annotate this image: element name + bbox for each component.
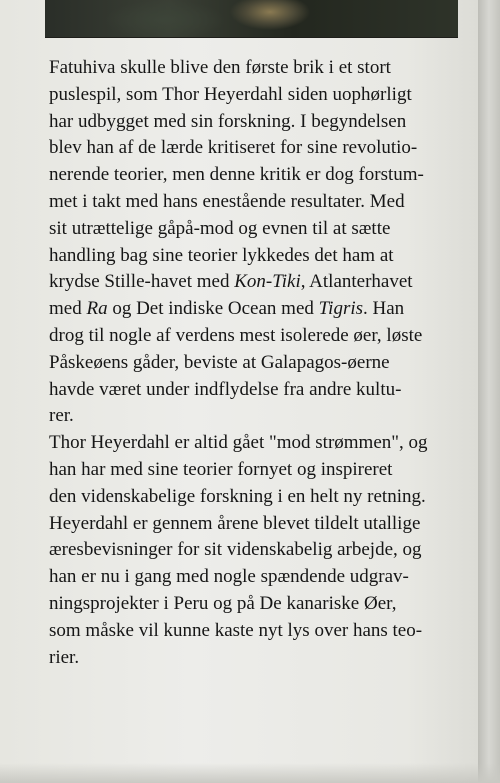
book-spine-edge: [478, 0, 500, 783]
cover-photo: [45, 0, 458, 38]
text-line: [49, 162, 469, 189]
text-line: [49, 216, 469, 243]
text-line: [49, 591, 469, 618]
text-line: [49, 189, 469, 216]
ship-name: Tigris: [318, 298, 364, 320]
text-segment: Fatuhiva skulle blive den første brik i et stort: [49, 57, 391, 78]
text-line: [49, 511, 469, 538]
text-line: [49, 537, 469, 564]
paragraph-1: [49, 55, 469, 430]
text-segment: . Han: [363, 298, 405, 320]
text-segment: krydse Stille-havet med: [49, 271, 235, 293]
text-line: [49, 109, 469, 136]
text-line: [49, 564, 469, 591]
text-segment: , Atlanterhavet: [300, 271, 413, 293]
text-segment: med: [49, 298, 87, 320]
text-segment: havde været under indflydelse fra andre kultu-: [49, 378, 402, 400]
body-text: [49, 55, 469, 671]
text-segment: blev han af de lærde kritiseret for sine revolutio-: [49, 137, 418, 159]
ship-name: Ra: [86, 298, 108, 320]
text-line: [49, 135, 469, 162]
text-segment: puslespil, som Thor Heyerdahl siden uophørligt: [49, 83, 412, 105]
text-line: [49, 457, 469, 484]
text-line: [49, 323, 469, 350]
text-line: [49, 618, 469, 645]
text-segment: Thor Heyerdahl er altid gået "mod strømmen", og: [49, 432, 428, 454]
paragraph-2: [49, 430, 469, 671]
text-line: [49, 350, 469, 377]
text-line: [49, 243, 469, 270]
text-segment: drog til nogle af verdens mest isolerede øer, løste: [49, 324, 423, 346]
text-segment: Heyerdahl er gennem årene blevet tildelt utallige: [49, 512, 421, 534]
text-segment: Påskeøens gåder, beviste at Galapagos-øerne: [49, 351, 390, 373]
text-line: [49, 296, 469, 323]
text-segment: rier.: [49, 646, 80, 668]
text-line: [49, 377, 469, 404]
text-segment: har udbygget med sin forskning. I begyndelsen: [49, 110, 407, 132]
text-segment: nerende teorier, men denne kritik er dog forstum-: [49, 164, 424, 186]
text-line: [49, 269, 469, 296]
text-segment: æresbevisninger for sit videnskabelig arbejde, og: [49, 539, 422, 561]
text-line: [49, 484, 469, 511]
text-line: [49, 430, 469, 457]
text-segment: den videnskabelige forskning i en helt ny retning.: [49, 485, 426, 507]
text-line: [49, 55, 469, 82]
text-segment: han er nu i gang med nogle spændende udgrav-: [49, 566, 409, 588]
text-segment: han har med sine teorier fornyet og inspireret: [49, 458, 393, 480]
text-segment: handling bag sine teorier lykkedes det ham at: [49, 244, 394, 266]
ship-name: Kon-Tiki: [234, 271, 301, 293]
text-segment: ningsprojekter i Peru og på De kanariske Øer,: [49, 592, 397, 614]
text-segment: rer.: [49, 405, 74, 427]
text-line: [49, 645, 469, 672]
text-segment: met i takt med hans enestående resultater. Med: [49, 190, 405, 212]
text-line: [49, 82, 469, 109]
text-segment: og Det indiske Ocean med: [107, 298, 319, 320]
bottom-shadow: [0, 763, 500, 783]
text-segment: som måske vil kunne kaste nyt lys over hans teo-: [49, 619, 423, 641]
text-line: [49, 403, 469, 430]
text-segment: sit utrættelige gåpå-mod og evnen til at sætte: [49, 217, 391, 239]
